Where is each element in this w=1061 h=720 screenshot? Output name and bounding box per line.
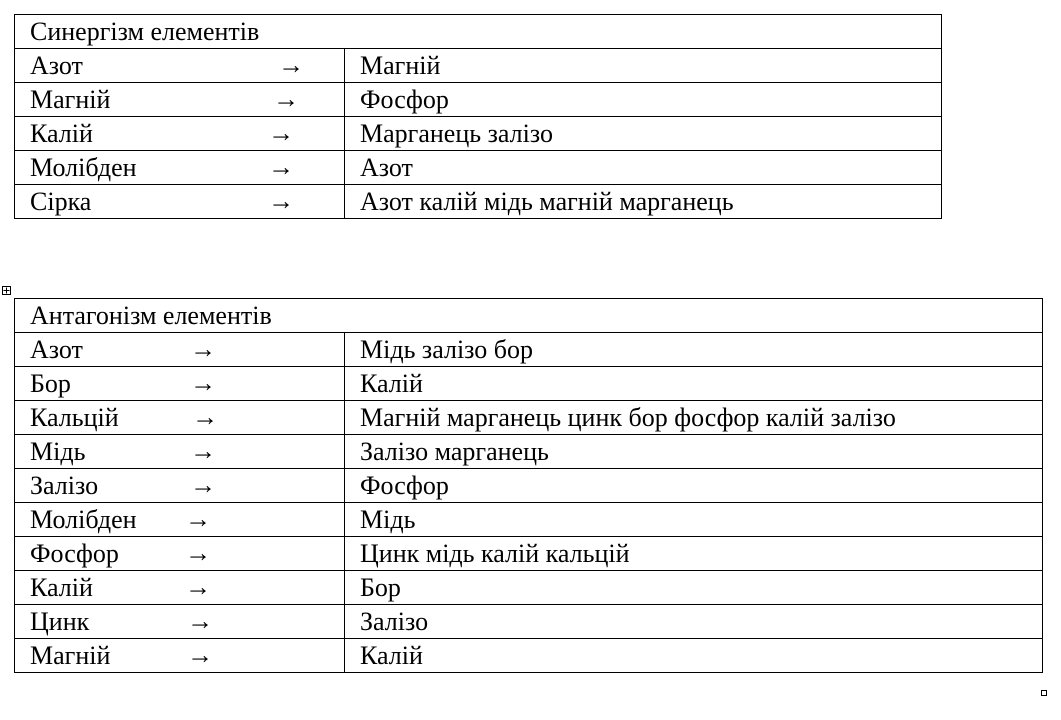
arrow-icon: → xyxy=(185,503,211,533)
element-name: Залізо xyxy=(30,470,99,500)
element-name: Калій xyxy=(30,572,93,602)
table-row xyxy=(15,367,1043,401)
synergism-title: Синергізм елементів xyxy=(15,15,942,49)
target-cell: Бор xyxy=(345,571,1043,605)
element-cell xyxy=(15,401,345,435)
element-cell xyxy=(15,571,345,605)
element-cell xyxy=(15,117,345,151)
antagonism-table xyxy=(14,298,1043,673)
arrow-icon: → xyxy=(190,367,216,397)
element-name: Азот xyxy=(30,334,83,364)
element-name: Магній xyxy=(30,84,111,114)
target-cell: Магній xyxy=(345,49,942,83)
target-cell: Залізо марганець xyxy=(345,435,1043,469)
table-row xyxy=(15,185,942,219)
table-row xyxy=(15,537,1043,571)
target-cell: Калій xyxy=(345,639,1043,673)
element-name: Кальцій xyxy=(30,402,119,432)
element-cell xyxy=(15,151,345,185)
element-cell xyxy=(15,605,345,639)
element-name: Мідь xyxy=(30,436,86,466)
element-name: Молібден xyxy=(30,152,137,182)
table-row xyxy=(15,49,942,83)
arrow-icon: → xyxy=(268,117,294,147)
table-row xyxy=(15,333,1043,367)
target-cell: Залізо xyxy=(345,605,1043,639)
table-row xyxy=(15,605,1043,639)
element-cell xyxy=(15,503,345,537)
table-row xyxy=(15,571,1043,605)
table-row xyxy=(15,435,1043,469)
element-name: Бор xyxy=(30,368,71,398)
table-header-row xyxy=(15,299,1043,333)
element-name: Молібден xyxy=(30,504,137,534)
arrow-icon: → xyxy=(187,605,213,635)
target-cell: Азот калій мідь магній марганець xyxy=(345,185,942,219)
target-cell: Азот xyxy=(345,151,942,185)
element-name: Калій xyxy=(30,118,93,148)
table-row xyxy=(15,639,1043,673)
target-cell: Фосфор xyxy=(345,469,1043,503)
target-cell: Цинк мідь калій кальцій xyxy=(345,537,1043,571)
resize-handle-icon[interactable] xyxy=(1041,690,1047,696)
arrow-icon: → xyxy=(190,469,216,499)
element-cell xyxy=(15,83,345,117)
target-cell: Магній марганець цинк бор фосфор калій залізо xyxy=(345,401,1043,435)
element-cell xyxy=(15,435,345,469)
arrow-icon: → xyxy=(273,83,299,113)
synergism-table xyxy=(14,14,942,219)
table-row xyxy=(15,151,942,185)
target-cell: Марганець залізо xyxy=(345,117,942,151)
element-name: Сірка xyxy=(30,186,92,216)
table-row xyxy=(15,469,1043,503)
element-cell xyxy=(15,333,345,367)
element-name: Фосфор xyxy=(30,538,119,568)
arrow-icon: → xyxy=(268,151,294,181)
element-cell xyxy=(15,469,345,503)
target-cell: Калій xyxy=(345,367,1043,401)
arrow-icon: → xyxy=(185,571,211,601)
target-cell: Мідь xyxy=(345,503,1043,537)
element-name: Магній xyxy=(30,640,111,670)
element-name: Цинк xyxy=(30,606,90,636)
element-name: Азот xyxy=(30,50,83,80)
arrow-icon: → xyxy=(278,49,304,79)
arrow-icon: → xyxy=(192,401,218,431)
element-cell xyxy=(15,537,345,571)
target-cell: Фосфор xyxy=(345,83,942,117)
table-row xyxy=(15,83,942,117)
target-cell: Мідь залізо бор xyxy=(345,333,1043,367)
table-header-row xyxy=(15,15,942,49)
arrow-icon: → xyxy=(190,435,216,465)
element-cell xyxy=(15,185,345,219)
arrow-icon: → xyxy=(185,537,211,567)
arrow-icon: → xyxy=(190,333,216,363)
table-row xyxy=(15,401,1043,435)
table-row xyxy=(15,503,1043,537)
move-icon[interactable] xyxy=(2,286,11,295)
arrow-icon: → xyxy=(268,185,294,215)
antagonism-title: Антагонізм елементів xyxy=(15,299,1043,333)
element-cell xyxy=(15,639,345,673)
element-cell xyxy=(15,49,345,83)
table-row xyxy=(15,117,942,151)
arrow-icon: → xyxy=(187,639,213,669)
element-cell xyxy=(15,367,345,401)
